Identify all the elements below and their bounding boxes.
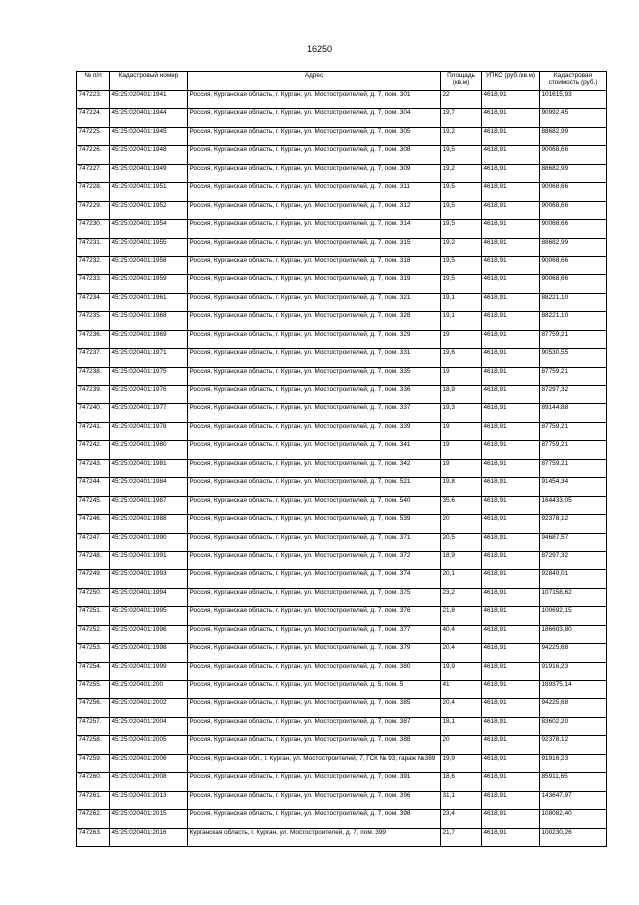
cell-area: 19,2: [441, 164, 482, 182]
cell-upks: 4618,91: [482, 681, 540, 699]
cell-cadastral-value: 90068,66: [540, 183, 607, 201]
cadastral-value-table: [76, 71, 607, 847]
cell-cadastral-value: 90530,55: [540, 349, 607, 367]
cell-cadastral-value: 87759,21: [540, 422, 607, 440]
cell-upks: 4618,91: [482, 459, 540, 477]
cell-area: 22: [441, 91, 482, 109]
cell-upks: 4618,91: [482, 717, 540, 735]
cell-address: Россия, Курганская область, г. Курган, ул. Мостостроителей, д. 7, пом. 540: [188, 496, 441, 514]
table-row: [77, 404, 607, 422]
cell-cadastral-number: 45:25:020401:1999: [110, 662, 188, 680]
header-address: Адрес: [188, 72, 441, 91]
cell-row-number: 747251.: [77, 607, 110, 625]
cell-cadastral-value: 101615,93: [540, 91, 607, 109]
cell-cadastral-number: 45:25:020401:1969: [110, 330, 188, 348]
cell-upks: 4618,91: [482, 791, 540, 809]
cell-cadastral-number: 45:25:020401:1995: [110, 607, 188, 625]
cell-row-number: 747237.: [77, 349, 110, 367]
cell-upks: 4618,91: [482, 754, 540, 772]
cell-row-number: 747260.: [77, 773, 110, 791]
cell-address: Россия, Курганская область, г. Курган, ул. Мостостроителей, д. 7, пом. 391: [188, 773, 441, 791]
cell-cadastral-number: 45:25:020401:1990: [110, 533, 188, 551]
cell-cadastral-value: 90068,66: [540, 256, 607, 274]
cell-upks: 4618,91: [482, 312, 540, 330]
cell-cadastral-number: 45:25:020401:1952: [110, 201, 188, 219]
cell-cadastral-value: 87759,21: [540, 330, 607, 348]
cell-row-number: 747236.: [77, 330, 110, 348]
cell-area: 19,1: [441, 293, 482, 311]
cell-address: Россия, Курганская область, г. Курган, ул. Мостостроителей, д. 7, пом. 521: [188, 478, 441, 496]
cell-cadastral-value: 87759,21: [540, 459, 607, 477]
cell-area: 19,7: [441, 109, 482, 127]
cell-upks: 4618,91: [482, 238, 540, 256]
cell-upks: 4618,91: [482, 551, 540, 569]
cell-upks: 4618,91: [482, 256, 540, 274]
cell-area: 31,1: [441, 791, 482, 809]
cell-address: Россия, Курганская область, г. Курган, ул. Мостостроителей, д. 7, пом. 337: [188, 404, 441, 422]
cell-address: Россия, Курганская область, г. Курган, ул. Мостостроителей, д. 7, пом. 398: [188, 810, 441, 828]
cell-row-number: 747262.: [77, 810, 110, 828]
cell-cadastral-value: 85911,65: [540, 773, 607, 791]
cell-cadastral-number: 45:25:020401:1981: [110, 459, 188, 477]
cell-row-number: 747254.: [77, 662, 110, 680]
table-row: [77, 293, 607, 311]
cell-address: Россия, Курганская область, г. Курган, ул. Мостостроителей, д. 7, пом. 374: [188, 570, 441, 588]
table-row: [77, 275, 607, 293]
cell-address: Россия, Курганская область, г. Курган, ул. Мостостроителей, д. 7, пом. 539: [188, 515, 441, 533]
cell-cadastral-number: 45:25:020401:1958: [110, 256, 188, 274]
cell-row-number: 747233.: [77, 275, 110, 293]
cell-upks: 4618,91: [482, 183, 540, 201]
cell-area: 19: [441, 367, 482, 385]
cell-area: 18,9: [441, 386, 482, 404]
cell-row-number: 747242.: [77, 441, 110, 459]
cell-cadastral-number: 45:25:020401:1976: [110, 386, 188, 404]
header-area: Площадь (кв.м): [441, 72, 482, 91]
cell-upks: 4618,91: [482, 588, 540, 606]
cell-address: Россия, Курганская область, г. Курган, ул. Мостостроителей, д. 7, пом. 328: [188, 312, 441, 330]
table-row: [77, 828, 607, 846]
cell-address: Россия, Курганская область, г. Курган, ул. Мостостроителей, д. 7, пом. 341: [188, 441, 441, 459]
cell-address: Россия, Курганская область, г. Курган, ул. Мостостроителей, д. 7, пом. 396: [188, 791, 441, 809]
cell-row-number: 747247.: [77, 533, 110, 551]
cell-cadastral-value: 88682,99: [540, 238, 607, 256]
cell-upks: 4618,91: [482, 478, 540, 496]
table-row: [77, 386, 607, 404]
table-row: [77, 644, 607, 662]
cell-cadastral-value: 92378,12: [540, 736, 607, 754]
cell-cadastral-number: 45:25:020401:2013: [110, 791, 188, 809]
cell-cadastral-value: 164433,05: [540, 496, 607, 514]
cell-row-number: 747239.: [77, 386, 110, 404]
cell-address: Россия, Курганская область, г. Курган, ул. Мостостроителей, д. 7, пом. 339: [188, 422, 441, 440]
table-row: [77, 515, 607, 533]
cell-area: 19,1: [441, 312, 482, 330]
cell-area: 20,5: [441, 533, 482, 551]
cell-upks: 4618,91: [482, 275, 540, 293]
cell-upks: 4618,91: [482, 441, 540, 459]
table-row: [77, 330, 607, 348]
cell-cadastral-value: 91916,23: [540, 754, 607, 772]
cell-cadastral-value: 90068,66: [540, 275, 607, 293]
header-cadastral-value: Кадастровая стоимость (руб.): [540, 72, 607, 91]
cell-area: 20: [441, 736, 482, 754]
cell-address: Россия, Курганская область, г. Курган, ул. Мостостроителей, д. 7, пом. 372: [188, 551, 441, 569]
cell-address: Россия, Курганская область, г. Курган, ул. Мостостроителей, д. 7, пом. 314: [188, 220, 441, 238]
table-row: [77, 533, 607, 551]
cell-upks: 4618,91: [482, 127, 540, 145]
cell-area: 20: [441, 515, 482, 533]
cell-area: 19,5: [441, 201, 482, 219]
cell-cadastral-number: 45:25:020401:1980: [110, 441, 188, 459]
cell-upks: 4618,91: [482, 533, 540, 551]
cell-cadastral-number: 45:25:020401:1987: [110, 496, 188, 514]
cell-cadastral-number: 45:25:020401:2008: [110, 773, 188, 791]
cell-cadastral-number: 45:25:020401:1975: [110, 367, 188, 385]
table-row: [77, 699, 607, 717]
cell-cadastral-number: 45:25:020401:2006: [110, 754, 188, 772]
cell-cadastral-value: 92840,01: [540, 570, 607, 588]
cell-upks: 4618,91: [482, 349, 540, 367]
table-row: [77, 422, 607, 440]
table-row: [77, 164, 607, 182]
cell-row-number: 747261.: [77, 791, 110, 809]
cell-row-number: 747231.: [77, 238, 110, 256]
cell-address: Россия, Курганская область, г. Курган, ул. Мостостроителей, д. 7, пом. 319: [188, 275, 441, 293]
cell-area: 19,9: [441, 662, 482, 680]
cell-row-number: 747248.: [77, 551, 110, 569]
cell-row-number: 747259.: [77, 754, 110, 772]
cell-address: Россия, Курганская область, г. Курган, ул. Мостостроителей, д. 7, пом. 309: [188, 164, 441, 182]
cell-address: Россия, Курганская область, г. Курган, ул. Мостостроителей, д. 7, пом. 305: [188, 127, 441, 145]
cell-cadastral-value: 88221,10: [540, 312, 607, 330]
cell-area: 19: [441, 441, 482, 459]
cell-cadastral-value: 108082,40: [540, 810, 607, 828]
cell-upks: 4618,91: [482, 201, 540, 219]
cell-area: 23,2: [441, 588, 482, 606]
table-row: [77, 810, 607, 828]
cell-cadastral-value: 94687,57: [540, 533, 607, 551]
table-row: [77, 736, 607, 754]
cell-area: 19,2: [441, 238, 482, 256]
cell-cadastral-number: 45:25:020401:1961: [110, 293, 188, 311]
table-row: [77, 256, 607, 274]
cell-row-number: 747228.: [77, 183, 110, 201]
table-row: [77, 183, 607, 201]
cell-address: Россия, Курганская область, г. Курган, ул. Мостостроителей, д. 5, пом. 5: [188, 681, 441, 699]
table-row: [77, 791, 607, 809]
cell-area: 18,1: [441, 717, 482, 735]
cell-area: 35,6: [441, 496, 482, 514]
cell-row-number: 747224.: [77, 109, 110, 127]
cell-area: 18,6: [441, 773, 482, 791]
cell-cadastral-value: 83602,20: [540, 717, 607, 735]
cell-upks: 4618,91: [482, 164, 540, 182]
cell-row-number: 747234.: [77, 293, 110, 311]
cell-row-number: 747226.: [77, 146, 110, 164]
cell-area: 20,1: [441, 570, 482, 588]
cell-row-number: 747250.: [77, 588, 110, 606]
cell-address: Россия, Курганская область, г. Курган, ул. Мостостроителей, д. 7, пом. 335: [188, 367, 441, 385]
table-row: [77, 109, 607, 127]
cell-upks: 4618,91: [482, 146, 540, 164]
cell-row-number: 747225.: [77, 127, 110, 145]
cell-cadastral-number: 45:25:020401:1984: [110, 478, 188, 496]
cell-area: 18,9: [441, 551, 482, 569]
table-row: [77, 773, 607, 791]
cell-cadastral-number: 45:25:020401:2002: [110, 699, 188, 717]
cell-cadastral-value: 91916,23: [540, 662, 607, 680]
cell-cadastral-number: 45:25:020401:2005: [110, 736, 188, 754]
cell-address: Россия, Курганская обл., г. Курган, ул. Мостостроителей, 7, ГСК № 93, гараж №389: [188, 754, 441, 772]
cell-cadastral-number: 45:25:020401:200: [110, 681, 188, 699]
table-row: [77, 496, 607, 514]
cell-upks: 4618,91: [482, 386, 540, 404]
cell-address: Россия, Курганская область, г. Курган, ул. Мостостроителей, д. 7, пом. 371: [188, 533, 441, 551]
cell-cadastral-value: 91454,34: [540, 478, 607, 496]
cell-area: 20,4: [441, 644, 482, 662]
table-row: [77, 570, 607, 588]
cell-address: Россия, Курганская область, г. Курган, ул. Мостостроителей, д. 7, пом. 321: [188, 293, 441, 311]
cell-cadastral-value: 87297,32: [540, 551, 607, 569]
cell-cadastral-value: 100692,15: [540, 607, 607, 625]
cell-row-number: 747257.: [77, 717, 110, 735]
cell-cadastral-value: 100230,26: [540, 828, 607, 846]
header-row-number: № п/п: [77, 72, 110, 91]
cell-address: Россия, Курганская область, г. Курган, ул. Мостостроителей, д. 7, пом. 376: [188, 607, 441, 625]
cell-address: Россия, Курганская область, г. Курган, ул. Мостостроителей, д. 7, пом. 312: [188, 201, 441, 219]
table-row: [77, 146, 607, 164]
cell-cadastral-value: 88221,10: [540, 293, 607, 311]
cell-upks: 4618,91: [482, 699, 540, 717]
cell-area: 21,7: [441, 828, 482, 846]
cell-upks: 4618,91: [482, 607, 540, 625]
cell-address: Россия, Курганская область, г. Курган, ул. Мостостроителей, д. 7, пом. 336: [188, 386, 441, 404]
table-row: [77, 127, 607, 145]
cell-address: Россия, Курганская область, г. Курган, ул. Мостостроителей, д. 7, пом. 318: [188, 256, 441, 274]
cell-area: 19,5: [441, 220, 482, 238]
cell-cadastral-number: 45:25:020401:1941: [110, 91, 188, 109]
cell-upks: 4618,91: [482, 644, 540, 662]
cell-row-number: 747249.: [77, 570, 110, 588]
cell-address: Россия, Курганская область, г. Курган, ул. Мостостроителей, д. 7, пом. 301: [188, 91, 441, 109]
cell-cadastral-value: 87297,32: [540, 386, 607, 404]
cell-cadastral-number: 45:25:020401:2015: [110, 810, 188, 828]
cell-area: 21,8: [441, 607, 482, 625]
cell-row-number: 747255.: [77, 681, 110, 699]
cell-address: Россия, Курганская область, г. Курган, ул. Мостостроителей, д. 7, пом. 329: [188, 330, 441, 348]
cell-address: Россия, Курганская область, г. Курган, ул. Мостостроителей, д. 7, пом. 375: [188, 588, 441, 606]
cell-area: 19,5: [441, 275, 482, 293]
cell-area: 19,5: [441, 146, 482, 164]
table-row: [77, 551, 607, 569]
cell-cadastral-number: 45:25:020401:1993: [110, 570, 188, 588]
cell-upks: 4618,91: [482, 422, 540, 440]
cell-area: 19,5: [441, 183, 482, 201]
cell-upks: 4618,91: [482, 662, 540, 680]
cell-row-number: 747252.: [77, 625, 110, 643]
cell-address: Россия, Курганская область, г. Курган, ул. Мостостроителей, д. 7, пом. 331: [188, 349, 441, 367]
header-cadastral-number: Кадастровый номер: [110, 72, 188, 91]
cell-cadastral-value: 90068,66: [540, 201, 607, 219]
table-row: [77, 238, 607, 256]
cell-upks: 4618,91: [482, 330, 540, 348]
cell-row-number: 747245.: [77, 496, 110, 514]
cell-upks: 4618,91: [482, 404, 540, 422]
cell-area: 41: [441, 681, 482, 699]
cell-row-number: 747246.: [77, 515, 110, 533]
cell-upks: 4618,91: [482, 736, 540, 754]
table-header-row: [77, 72, 607, 91]
cell-cadastral-number: 45:25:020401:1998: [110, 644, 188, 662]
cell-upks: 4618,91: [482, 220, 540, 238]
cell-area: 40,4: [441, 625, 482, 643]
cell-cadastral-number: 45:25:020401:1944: [110, 109, 188, 127]
cell-cadastral-number: 45:25:020401:1977: [110, 404, 188, 422]
table-row: [77, 220, 607, 238]
table-row: [77, 459, 607, 477]
cell-address: Россия, Курганская область, г. Курган, ул. Мостостроителей, д. 7, пом. 388: [188, 736, 441, 754]
cell-address: Россия, Курганская область, г. Курган, ул. Мостостроителей, д. 7, пом. 315: [188, 238, 441, 256]
cell-address: Россия, Курганская область, г. Курган, ул. Мостостроителей, д. 7, пом. 379: [188, 644, 441, 662]
table-row: [77, 588, 607, 606]
cell-row-number: 747244.: [77, 478, 110, 496]
cell-address: Курганская область, г. Курган, ул. Мостостроителей, д. 7, пом. 399: [188, 828, 441, 846]
table-row: [77, 349, 607, 367]
table-body: [77, 91, 607, 847]
cell-row-number: 747230.: [77, 220, 110, 238]
cell-row-number: 747238.: [77, 367, 110, 385]
cell-cadastral-value: 94225,68: [540, 644, 607, 662]
cell-cadastral-number: 45:25:020401:1948: [110, 146, 188, 164]
table-row: [77, 662, 607, 680]
cell-cadastral-number: 45:25:020401:1951: [110, 183, 188, 201]
table-row: [77, 478, 607, 496]
cell-cadastral-number: 45:25:020401:1959: [110, 275, 188, 293]
cell-cadastral-value: 107158,62: [540, 588, 607, 606]
table-row: [77, 441, 607, 459]
cell-cadastral-number: 45:25:020401:2004: [110, 717, 188, 735]
cell-cadastral-number: 45:25:020401:1945: [110, 127, 188, 145]
cell-upks: 4618,91: [482, 367, 540, 385]
page-number: 16250: [306, 44, 333, 54]
cell-address: Россия, Курганская область, г. Курган, ул. Мостостроителей, д. 7, пом. 308: [188, 146, 441, 164]
cell-row-number: 747235.: [77, 312, 110, 330]
cell-cadastral-number: 45:25:020401:2016: [110, 828, 188, 846]
cell-cadastral-number: 45:25:020401:1955: [110, 238, 188, 256]
cell-cadastral-number: 45:25:020401:1954: [110, 220, 188, 238]
cell-upks: 4618,91: [482, 515, 540, 533]
table-row: [77, 312, 607, 330]
cell-cadastral-value: 90068,66: [540, 220, 607, 238]
cell-area: 19,6: [441, 349, 482, 367]
cell-cadastral-value: 94225,68: [540, 699, 607, 717]
table-row: [77, 754, 607, 772]
cell-cadastral-number: 45:25:020401:1971: [110, 349, 188, 367]
cell-cadastral-value: 90068,66: [540, 146, 607, 164]
cell-cadastral-value: 143647,97: [540, 791, 607, 809]
cell-upks: 4618,91: [482, 828, 540, 846]
cell-cadastral-value: 88682,99: [540, 164, 607, 182]
table-row: [77, 607, 607, 625]
cell-cadastral-value: 87759,21: [540, 441, 607, 459]
cell-upks: 4618,91: [482, 570, 540, 588]
cell-area: 19,9: [441, 754, 482, 772]
cell-upks: 4618,91: [482, 625, 540, 643]
cell-upks: 4618,91: [482, 496, 540, 514]
table-row: [77, 625, 607, 643]
cell-address: Россия, Курганская область, г. Курган, ул. Мостостроителей, д. 7, пом. 304: [188, 109, 441, 127]
table-row: [77, 201, 607, 219]
cell-address: Россия, Курганская область, г. Курган, ул. Мостостроителей, д. 7, пом. 311: [188, 183, 441, 201]
table-row: [77, 367, 607, 385]
cell-cadastral-value: 186603,80: [540, 625, 607, 643]
cell-row-number: 747256.: [77, 699, 110, 717]
cell-cadastral-number: 45:25:020401:1978: [110, 422, 188, 440]
cell-row-number: 747253.: [77, 644, 110, 662]
cell-upks: 4618,91: [482, 773, 540, 791]
cell-row-number: 747263.: [77, 828, 110, 846]
cell-row-number: 747240.: [77, 404, 110, 422]
cell-row-number: 747223.: [77, 91, 110, 109]
cell-address: Россия, Курганская область, г. Курган, ул. Мостостроителей, д. 7, пом. 377: [188, 625, 441, 643]
cell-cadastral-number: 45:25:020401:1994: [110, 588, 188, 606]
cell-area: 19: [441, 459, 482, 477]
cell-area: 19,2: [441, 127, 482, 145]
table-row: [77, 681, 607, 699]
cell-address: Россия, Курганская область, г. Курган, ул. Мостостроителей, д. 7, пом. 385: [188, 699, 441, 717]
table-row: [77, 717, 607, 735]
cell-row-number: 747258.: [77, 736, 110, 754]
cell-cadastral-value: 88682,99: [540, 127, 607, 145]
cell-cadastral-number: 45:25:020401:1996: [110, 625, 188, 643]
cell-cadastral-value: 90992,45: [540, 109, 607, 127]
cell-area: 19,8: [441, 478, 482, 496]
header-upks: УПКС (руб./кв.м): [482, 72, 540, 91]
cell-area: 19: [441, 330, 482, 348]
cell-address: Россия, Курганская область, г. Курган, ул. Мостостроителей, д. 7, пом. 342: [188, 459, 441, 477]
cell-row-number: 747229.: [77, 201, 110, 219]
cell-address: Россия, Курганская область, г. Курган, ул. Мостостроителей, д. 7, пом. 380: [188, 662, 441, 680]
cell-cadastral-number: 45:25:020401:1949: [110, 164, 188, 182]
cell-upks: 4618,91: [482, 810, 540, 828]
cell-area: 19: [441, 422, 482, 440]
cell-row-number: 747227.: [77, 164, 110, 182]
cell-area: 23,4: [441, 810, 482, 828]
cell-cadastral-value: 87759,21: [540, 367, 607, 385]
cell-address: Россия, Курганская область, г. Курган, ул. Мостостроителей, д. 7, пом. 387: [188, 717, 441, 735]
cell-upks: 4618,91: [482, 109, 540, 127]
cell-area: 19,3: [441, 404, 482, 422]
cell-row-number: 747243.: [77, 459, 110, 477]
cell-cadastral-value: 89144,88: [540, 404, 607, 422]
cell-cadastral-number: 45:25:020401:1968: [110, 312, 188, 330]
cell-cadastral-value: 189375,14: [540, 681, 607, 699]
cell-area: 19,5: [441, 256, 482, 274]
cell-cadastral-number: 45:25:020401:1991: [110, 551, 188, 569]
table-row: [77, 91, 607, 109]
cell-area: 20,4: [441, 699, 482, 717]
cell-cadastral-value: 92378,12: [540, 515, 607, 533]
cell-upks: 4618,91: [482, 91, 540, 109]
cell-row-number: 747232.: [77, 256, 110, 274]
cell-upks: 4618,91: [482, 293, 540, 311]
cell-cadastral-number: 45:25:020401:1988: [110, 515, 188, 533]
cell-row-number: 747241.: [77, 422, 110, 440]
